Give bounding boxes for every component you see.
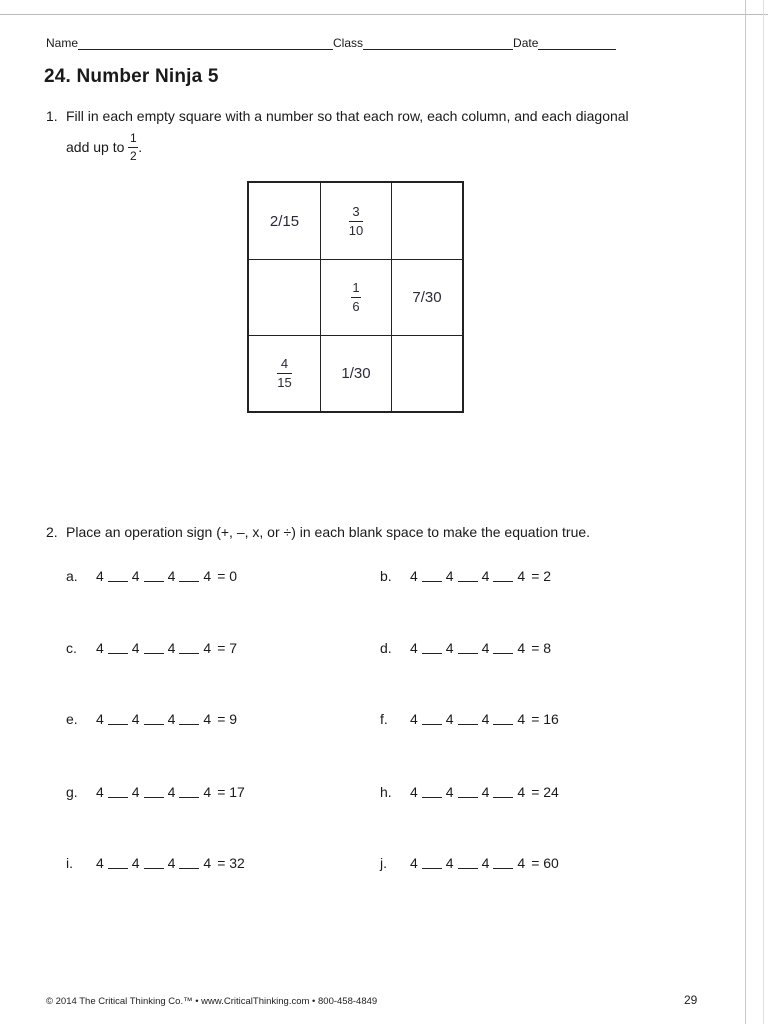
cell-value: 1/30	[341, 365, 371, 382]
equation-operand: 4	[481, 640, 490, 656]
equation-operand: 4	[445, 568, 454, 584]
fraction-bar	[128, 147, 138, 148]
equation-letter: e.	[66, 711, 78, 727]
equation-operand: 4	[167, 711, 176, 727]
equation-operand: 4	[481, 855, 490, 871]
operation-blank[interactable]	[179, 857, 199, 869]
equation-operand: 4	[410, 568, 418, 584]
period: .	[138, 138, 143, 155]
operation-blank[interactable]	[108, 786, 128, 798]
operation-blank[interactable]	[493, 857, 513, 869]
square-cell-r1c1[interactable]	[249, 183, 321, 260]
equation-row	[380, 855, 559, 871]
operation-blank[interactable]	[493, 786, 513, 798]
equation-row	[66, 855, 245, 871]
copyright-footer: © 2014 The Critical Thinking Co.™ • www.CriticalThinking.com • 800-458-4849	[46, 996, 378, 1007]
equation-letter: g.	[66, 784, 78, 800]
scan-edge	[745, 0, 746, 1024]
equation-operand: 4	[517, 568, 526, 584]
equation-operand: 4	[131, 784, 140, 800]
equation-operand: 4	[167, 784, 176, 800]
equation-operand: 4	[96, 711, 104, 727]
equation-letter: a.	[66, 568, 78, 584]
operation-blank[interactable]	[422, 857, 442, 869]
equation-operand: 4	[481, 568, 490, 584]
equation-operand: 4	[410, 640, 418, 656]
question-text-cont: add up to	[66, 138, 125, 155]
fraction-numerator: 1	[129, 131, 137, 145]
equation-operand: 4	[410, 711, 418, 727]
page-title: 24. Number Ninja 5	[44, 66, 219, 87]
square-cell-r3c2[interactable]	[321, 336, 392, 411]
equation-operand: 4	[203, 640, 212, 656]
operation-blank[interactable]	[108, 570, 128, 582]
equation-row	[66, 784, 245, 800]
question-number: 1.	[46, 108, 58, 124]
scan-edge-outer	[763, 0, 764, 1024]
operation-blank[interactable]	[108, 642, 128, 654]
operation-blank[interactable]	[179, 786, 199, 798]
question-text-line2	[66, 132, 142, 162]
equation-operand: 4	[167, 855, 176, 871]
cell-fraction	[351, 281, 361, 313]
class-label: Class	[333, 36, 364, 50]
operation-blank[interactable]	[144, 570, 164, 582]
equation-operand: 4	[96, 784, 104, 800]
fraction-denominator: 6	[352, 299, 360, 314]
equation-operand: 4	[167, 568, 176, 584]
name-field[interactable]	[78, 37, 333, 50]
equation-result: = 7	[217, 640, 238, 656]
operation-blank[interactable]	[458, 570, 478, 582]
target-fraction	[128, 132, 138, 162]
fraction-bar	[351, 297, 361, 298]
square-cell-r2c1[interactable]	[249, 260, 321, 336]
operation-blank[interactable]	[108, 857, 128, 869]
operation-blank[interactable]	[458, 642, 478, 654]
square-cell-r3c3[interactable]	[392, 336, 462, 411]
operation-blank[interactable]	[422, 642, 442, 654]
equation-operand: 4	[481, 711, 490, 727]
fraction-bar	[349, 221, 363, 222]
equation-operand: 4	[131, 711, 140, 727]
fraction-bar	[277, 373, 291, 374]
operation-blank[interactable]	[422, 570, 442, 582]
square-cell-r2c2[interactable]	[321, 260, 392, 336]
page-number: 29	[684, 993, 698, 1007]
equation-letter: b.	[380, 568, 392, 584]
fraction-denominator: 10	[348, 222, 364, 238]
cell-value: 7/30	[412, 289, 442, 306]
equation-operand: 4	[410, 855, 418, 871]
class-field[interactable]	[363, 37, 513, 50]
cell-fraction	[349, 205, 363, 237]
date-field[interactable]	[538, 37, 616, 50]
question-1	[46, 108, 686, 163]
equation-row	[380, 640, 551, 656]
question-number: 2.	[46, 524, 58, 540]
equation-operand: 4	[167, 640, 176, 656]
operation-blank[interactable]	[144, 857, 164, 869]
equation-row	[380, 568, 551, 584]
equation-result: = 17	[217, 784, 245, 800]
equation-result: = 24	[531, 784, 559, 800]
operation-blank[interactable]	[458, 713, 478, 725]
equation-operand: 4	[517, 784, 526, 800]
equation-letter: d.	[380, 640, 392, 656]
question-2	[46, 524, 590, 540]
magic-square	[247, 181, 464, 413]
equation-operand: 4	[517, 855, 526, 871]
equation-operand: 4	[445, 784, 454, 800]
equation-operand: 4	[445, 640, 454, 656]
fraction-denominator: 2	[129, 148, 137, 163]
equation-letter: f.	[380, 711, 388, 727]
equation-operand: 4	[131, 640, 140, 656]
equation-operand: 4	[445, 711, 454, 727]
equation-result: = 32	[217, 855, 245, 871]
operation-blank[interactable]	[493, 642, 513, 654]
equation-row	[380, 711, 559, 727]
operation-blank[interactable]	[108, 713, 128, 725]
name-label: Name	[46, 36, 79, 50]
equation-operand: 4	[445, 855, 454, 871]
equation-operand: 4	[203, 711, 212, 727]
equation-operand: 4	[203, 568, 212, 584]
equation-row	[66, 568, 237, 584]
operation-blank[interactable]	[144, 713, 164, 725]
fraction-numerator: 3	[352, 203, 360, 219]
date-label: Date	[513, 36, 539, 50]
operation-blank[interactable]	[144, 786, 164, 798]
operation-blank[interactable]	[179, 642, 199, 654]
equation-operand: 4	[203, 855, 212, 871]
operation-blank[interactable]	[144, 642, 164, 654]
equation-result: = 8	[531, 640, 552, 656]
equation-result: = 16	[531, 711, 559, 727]
equation-letter: j.	[380, 855, 387, 871]
equation-operand: 4	[131, 855, 140, 871]
operation-blank[interactable]	[458, 786, 478, 798]
equation-row	[380, 784, 559, 800]
operation-blank[interactable]	[493, 713, 513, 725]
operation-blank[interactable]	[493, 570, 513, 582]
equation-result: = 60	[531, 855, 559, 871]
equation-letter: c.	[66, 640, 77, 656]
question-text: Place an operation sign (+, –, x, or ÷) in each blank space to make the equation true.	[66, 524, 591, 540]
equation-letter: i.	[66, 855, 73, 871]
fraction-numerator: 1	[352, 280, 360, 296]
student-info-line	[46, 36, 616, 50]
operation-blank[interactable]	[179, 713, 199, 725]
equation-letter: h.	[380, 784, 392, 800]
equation-operand: 4	[203, 784, 212, 800]
operation-blank[interactable]	[179, 570, 199, 582]
equation-operand: 4	[131, 568, 140, 584]
equation-operand: 4	[481, 784, 490, 800]
equation-operand: 4	[96, 640, 104, 656]
fraction-denominator: 15	[277, 375, 292, 390]
square-cell-r1c3[interactable]	[392, 183, 462, 260]
operation-blank[interactable]	[422, 786, 442, 798]
cell-value: 2/15	[269, 212, 300, 230]
cell-fraction	[277, 357, 291, 389]
operation-blank[interactable]	[422, 713, 442, 725]
equation-operand: 4	[96, 855, 104, 871]
equation-row	[66, 640, 237, 656]
square-cell-r2c3[interactable]	[392, 260, 462, 336]
equation-operand: 4	[410, 784, 418, 800]
equation-result: = 2	[531, 568, 552, 584]
equation-row	[66, 711, 237, 727]
square-cell-r1c2[interactable]	[321, 183, 392, 260]
fraction-numerator: 4	[280, 356, 289, 372]
top-rule	[0, 14, 768, 15]
equation-result: = 9	[217, 711, 238, 727]
equation-operand: 4	[517, 711, 526, 727]
equation-operand: 4	[517, 640, 526, 656]
operation-blank[interactable]	[458, 857, 478, 869]
question-text: Fill in each empty square with a number so that each row, each column, and each diagonal	[66, 108, 629, 124]
square-cell-r3c1[interactable]	[249, 336, 321, 411]
equation-operand: 4	[96, 568, 104, 584]
equation-result: = 0	[217, 568, 238, 584]
